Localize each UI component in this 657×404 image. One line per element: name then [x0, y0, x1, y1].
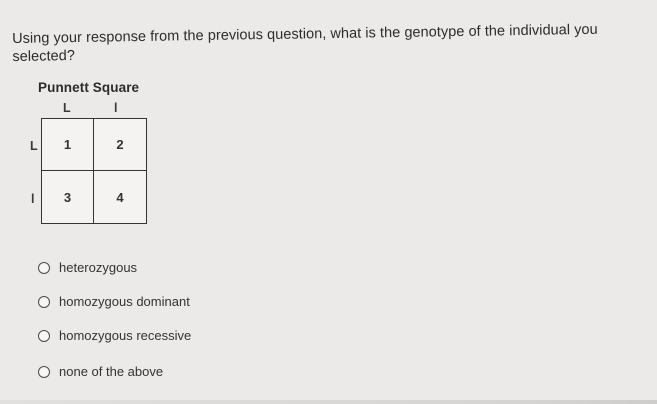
option-homozygous-recessive[interactable]	[38, 328, 191, 343]
option-label: none of the above	[59, 364, 164, 379]
radio-button[interactable]	[38, 296, 50, 308]
punnett-cell: 1	[42, 119, 94, 171]
option-homozygous-dominant[interactable]	[38, 294, 190, 309]
punnett-square	[41, 118, 147, 224]
option-heterozygous[interactable]	[38, 260, 137, 275]
option-label: heterozygous	[59, 260, 138, 275]
option-label: homozygous dominant	[59, 294, 190, 309]
radio-button[interactable]	[38, 366, 50, 378]
column-allele-label: l	[114, 101, 118, 115]
bottom-shadow	[0, 400, 657, 404]
radio-button[interactable]	[38, 330, 50, 342]
question-text: Using your response from the previous question, what is the genotype of the individual you selected?	[12, 21, 598, 65]
row-allele-label: L	[30, 139, 38, 153]
radio-button[interactable]	[38, 262, 50, 274]
punnett-cell: 3	[42, 171, 94, 223]
option-label: homozygous recessive	[59, 328, 192, 343]
punnett-cell: 2	[94, 119, 146, 171]
punnett-square-title: Punnett Square	[38, 80, 140, 95]
row-allele-label: l	[31, 192, 35, 206]
column-allele-label: L	[63, 101, 71, 115]
option-none-of-the-above[interactable]	[38, 364, 163, 379]
punnett-cell: 4	[116, 189, 124, 205]
